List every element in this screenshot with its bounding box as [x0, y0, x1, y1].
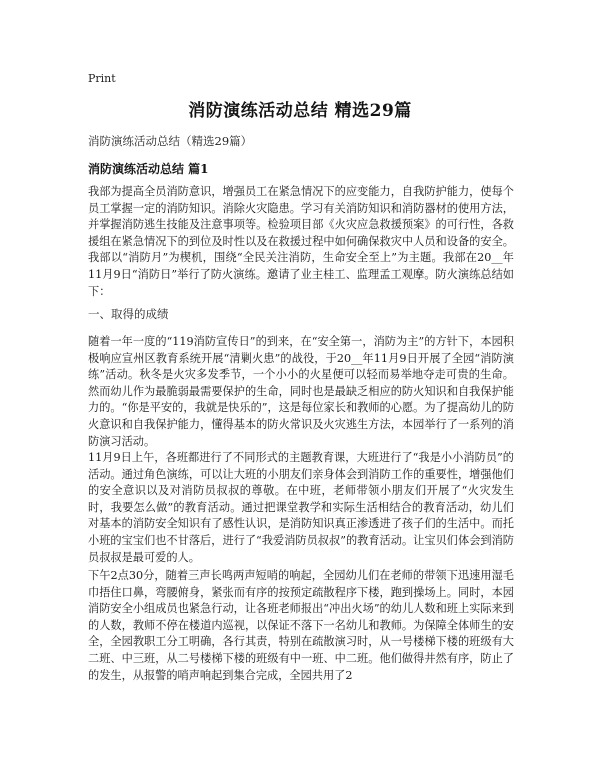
paragraph-background: 随着一年一度的“119消防宣传日”的到来，在“安全第一，消防为主”的方针下，本园积极响应宣州区教育系统开展“清剿火患”的战役，于20__年11月9日开展了全园“消防演练”活动。秋冬是火灾多发季节，一个小小的火星便可以轻而易举地夺走可贵的生命。然而幼儿作为最脆弱最需要保护的生命，同时也是最缺乏相应的防火知识和自我保护能力的。“你是平安的，我就是快乐的”，这是每位家长和教师的心愿。为了提高幼儿的防火意识和自我保护能力，懂得基本的防火常识及火灾逃生方法，本园举行了一系列的消防演习活动。 [88, 335, 514, 448]
paragraph-intro: 我部为提高全员消防意识，增强员工在紧急情况下的应变能力，自我防护能力，使每个员工掌握一定的消防知识。消除火灾隐患。学习有关消防知识和消防器材的使用方法，并掌握消防逃生技能及注意事项等。检验项目部《火灾应急救援预案》的可行性，各救援组在紧急情况下的到位及时性以及在救援过程中如何确保救灾中人员和设备的安全。我部以“消防月”为楔机，围绕“全民关注消防，生命安全至上”为主题。我部在20__年11月9日“消防日”举行了防火演练。邀请了业主桂工、监理孟工观摩。防火演练总结如下： [88, 185, 514, 298]
paragraph-afternoon-drill: 下午2点30分，随着三声长鸣两声短哨的响起，全园幼儿们在老师的带领下迅速用湿毛巾捂住口鼻，弯腰俯身，紧张而有序的按预定疏散程序下楼，跑到操场上。同时，本园消防安全小组成员也紧急行动，让各班老师报出“冲出火场”的幼儿人数和班上实际来到的人数，教师不停在楼道内巡视，以保证不落下一名幼儿和教师。为保障全体师生的安全，全园教职工分工明确，各行其责，特别在疏散演习时，从一号楼梯下楼的班级有大二班、中三班，从二号楼梯下楼的班级有中一班、中二班。他们做得井然有序，防止了的发生，从报警的哨声响起到集合完成，全园共用了2 [88, 569, 514, 682]
print-label: Print [88, 72, 116, 85]
document-title: 消防演练活动总结 精选29篇 [188, 101, 412, 121]
paragraph-morning-activities: 11月9日上午，各班都进行了不同形式的主题教育课，大班进行了“我是小小消防员”的活动。通过角色演练，可以让大班的小朋友们亲身体会到消防工作的重要性，增强他们的安全意识以及对消防员叔叔的尊敬。在中班，老师带领小朋友们开展了“火灾发生时，我要怎么做”的教育活动。通过把课堂教学和实际生活相结合的教育活动，幼儿们对基本的消防安全知识有了感性认识，是消防知识真正渗透进了孩子们的生活中。而托小班的宝宝们也不甘落后，进行了“我爱消防员叔叔”的教育活动。让宝贝们体会到消防员叔叔是最可爱的人。 [88, 451, 514, 564]
section-achievements-heading: 一、取得的成绩 [88, 307, 169, 321]
section-heading: 消防演练活动总结 篇1 [88, 162, 209, 176]
document-subtitle: 消防演练活动总结（精选29篇） [88, 134, 253, 148]
